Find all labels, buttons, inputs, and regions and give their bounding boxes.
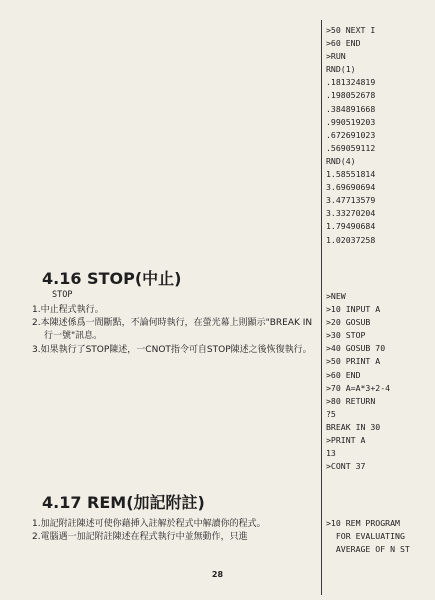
code-line: >RUN: [326, 51, 346, 62]
code-line: >60 END: [326, 38, 361, 49]
code-line: .672691023: [326, 129, 376, 140]
code-line: ?5: [326, 408, 336, 419]
code-line: 3.33270204: [326, 208, 376, 219]
code-line: >NEW: [326, 291, 346, 301]
stop-description-list: [32, 304, 317, 357]
list-item: 1.加記附註陳述可使你藉挿入註解於程式中解讀你的程式。: [32, 519, 266, 529]
code-line: >PRINT A: [326, 435, 366, 446]
code-line: 13: [326, 448, 336, 459]
code-line: 3.47713579: [326, 195, 376, 206]
list-item: 2.電腦遇一加記附註陳述在程式執行中並無動作，只進: [32, 532, 248, 543]
code-line: >CONT 37: [326, 461, 366, 472]
code-line: .198052678: [326, 90, 376, 101]
code-line: >20 GOSUB: [326, 317, 371, 328]
code-line: .384891668: [326, 103, 376, 114]
code-listing-rem-example: [326, 517, 431, 556]
list-item: 1.中止程式執行。: [32, 305, 104, 315]
code-line: 1.79490684: [326, 221, 376, 232]
code-line: AVERAGE OF N ST: [326, 544, 410, 555]
section-heading-rem: 4.17 REM(加記附註): [42, 493, 205, 512]
page-number: 28: [211, 570, 224, 579]
code-line: FOR EVALUATING: [326, 531, 405, 542]
code-line: >30 STOP: [326, 330, 366, 341]
column-divider: [321, 20, 322, 595]
list-item: 2.本陳述係爲一間斷點，不論何時執行，在螢光幕上則顯示"BREAK IN行一號"訊息。: [32, 318, 313, 342]
code-line: BREAK IN 30: [326, 421, 381, 432]
code-line: >10 REM PROGRAM: [326, 518, 400, 528]
code-line: 1.58551814: [326, 169, 376, 180]
code-line: >80 RETURN: [326, 395, 376, 406]
section-heading-stop: 4.16 STOP(中止): [42, 269, 182, 288]
code-line: RND(4): [326, 155, 356, 166]
code-line: RND(1): [326, 64, 356, 75]
code-line: >10 INPUT A: [326, 304, 381, 315]
list-item: 3.如果執行了STOP陳述，一CNOT指令可自STOP陳述之後恢復執行。: [32, 344, 312, 355]
code-line: >70 A=A*3+2-4: [326, 382, 391, 393]
code-line: 3.69690694: [326, 182, 376, 193]
code-line: >50 NEXT I: [326, 25, 376, 35]
code-listing-stop-example: [326, 290, 431, 473]
code-line: .569059112: [326, 142, 376, 153]
rem-description-list: [32, 518, 317, 544]
code-listing-rnd-output: [326, 24, 431, 247]
code-line: >40 GOSUB 70: [326, 343, 386, 354]
code-line: .181324819: [326, 77, 376, 88]
code-line: 1.02037258: [326, 234, 376, 245]
stop-keyword: STOP: [52, 290, 73, 300]
code-line: .990519203: [326, 116, 376, 127]
code-line: >60 END: [326, 369, 361, 380]
code-line: >50 PRINT A: [326, 356, 381, 367]
